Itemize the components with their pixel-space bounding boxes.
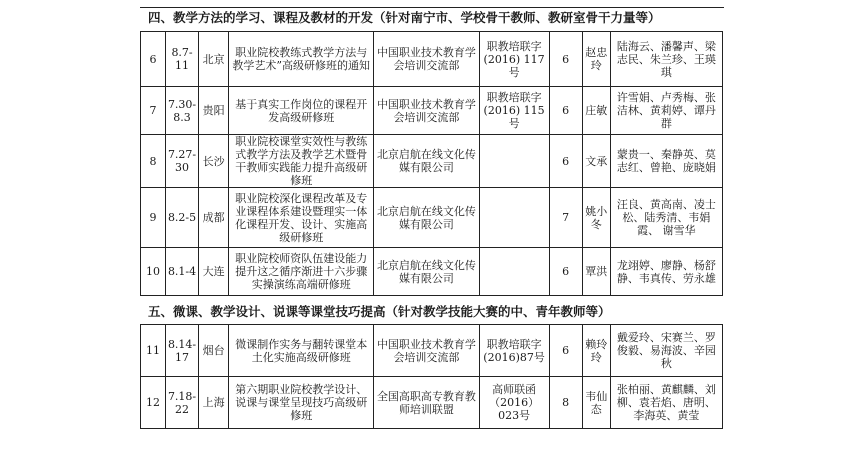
row-number: 7: [141, 87, 166, 135]
row-date: 8.1-4: [166, 248, 199, 296]
row-count: 6: [549, 248, 582, 296]
row-document: [479, 188, 549, 248]
row-organizer: 中国职业技术教育学会培训交流部: [374, 325, 479, 377]
row-organizer: 北京启航在线文化传媒有限公司: [374, 135, 479, 188]
row-place: 贵阳: [199, 87, 229, 135]
row-document: 职教培联字(2016) 117号: [479, 32, 549, 87]
row-date: 8.2-5: [166, 188, 199, 248]
row-students: 张柏丽、黄麒麟、刘柳、袁若焰、唐明、李海英、黄莹: [610, 377, 722, 429]
row-count: 8: [549, 377, 582, 429]
row-number: 8: [141, 135, 166, 188]
row-students: 许雪娟、卢秀梅、张洁林、黄莉婷、谭丹群: [610, 87, 722, 135]
row-count: 7: [549, 188, 582, 248]
row-place: 上海: [199, 377, 229, 429]
row-students: 蒙贵一、秦静英、莫志红、曾艳、庞晓娟: [610, 135, 722, 188]
table-row: [141, 377, 723, 429]
row-number: 11: [141, 325, 166, 377]
row-course-name: 基于真实工作岗位的课程开发高级研修班: [229, 87, 374, 135]
row-course-name: 职业院校教练式教学方法与教学艺术”高级研修班的通知: [229, 32, 374, 87]
row-date: 8.14-17: [166, 325, 199, 377]
row-teacher: 庄敏: [582, 87, 610, 135]
row-count: 6: [549, 135, 582, 188]
row-teacher: 赖玲玲: [582, 325, 610, 377]
row-teacher: 文承: [582, 135, 610, 188]
row-document: [479, 248, 549, 296]
row-number: 9: [141, 188, 166, 248]
table-row: [141, 135, 723, 188]
row-place: 烟台: [199, 325, 229, 377]
row-course-name: 第六期职业院校教学设计、说课与课堂呈现技巧高级研修班: [229, 377, 374, 429]
row-students: 陆海云、潘馨声、梁志民、朱兰珍、王瑛琪: [610, 32, 722, 87]
table-row: [141, 32, 723, 87]
table-row: [141, 325, 723, 377]
row-count: 6: [549, 325, 582, 377]
section-5-title: 五、微课、教学设计、说课等课堂技巧提高（针对教学技能大赛的中、青年教师等）: [148, 305, 611, 319]
row-date: 7.27-30: [166, 135, 199, 188]
row-document: 高师联函（2016）023号: [479, 377, 549, 429]
row-place: 大连: [199, 248, 229, 296]
section-4-title: 四、教学方法的学习、课程及教材的开发（针对南宁市、学校骨干教师、教研室骨干力量等）: [148, 11, 661, 25]
row-count: 6: [549, 32, 582, 87]
section-5-table: [140, 324, 723, 429]
row-document: 职教培联字(2016) 115号: [479, 87, 549, 135]
row-teacher: 韦仙态: [582, 377, 610, 429]
row-date: 8.7-11: [166, 32, 199, 87]
row-course-name: 微课制作实务与翻转课堂本土化实施高级研修班: [229, 325, 374, 377]
table-row: [141, 188, 723, 248]
table-row: [141, 248, 723, 296]
row-students: 龙翊婷、廖静、杨舒静、韦真传、劳永雄: [610, 248, 722, 296]
row-students: 戴爱玲、宋赛兰、罗俊毅、易海波、辛园秋: [610, 325, 722, 377]
row-number: 6: [141, 32, 166, 87]
row-teacher: 赵忠玲: [582, 32, 610, 87]
row-place: 北京: [199, 32, 229, 87]
row-organizer: 中国职业技术教育学会培训交流部: [374, 87, 479, 135]
row-course-name: 职业院校课堂实效性与教练式教学方法及教学艺术暨骨干教师实践能力提升高级研修班: [229, 135, 374, 188]
row-date: 7.30-8.3: [166, 87, 199, 135]
row-organizer: 北京启航在线文化传媒有限公司: [374, 188, 479, 248]
table-row: [141, 87, 723, 135]
row-date: 7.18-22: [166, 377, 199, 429]
row-course-name: 职业院校深化课程改革及专业课程体系建设暨理实一体化课程开发、设计、实施高级研修班: [229, 188, 374, 248]
top-border: [140, 7, 724, 8]
row-organizer: 北京启航在线文化传媒有限公司: [374, 248, 479, 296]
row-number: 12: [141, 377, 166, 429]
section-4-table: [140, 31, 723, 296]
row-place: 成都: [199, 188, 229, 248]
row-number: 10: [141, 248, 166, 296]
row-organizer: 中国职业技术教育学会培训交流部: [374, 32, 479, 87]
row-course-name: 职业院校师资队伍建设能力提升这之循序渐进十六步骤实操演练高端研修班: [229, 248, 374, 296]
row-document: 职教培联字(2016)87号: [479, 325, 549, 377]
row-organizer: 全国高职高专教育教师培训联盟: [374, 377, 479, 429]
row-teacher: 覃洪: [582, 248, 610, 296]
row-document: [479, 135, 549, 188]
row-teacher: 姚小冬: [582, 188, 610, 248]
row-count: 6: [549, 87, 582, 135]
row-students: 汪良、黄高南、凌士松、陆秀清、韦娟霞、 谢雪华: [610, 188, 722, 248]
row-place: 长沙: [199, 135, 229, 188]
